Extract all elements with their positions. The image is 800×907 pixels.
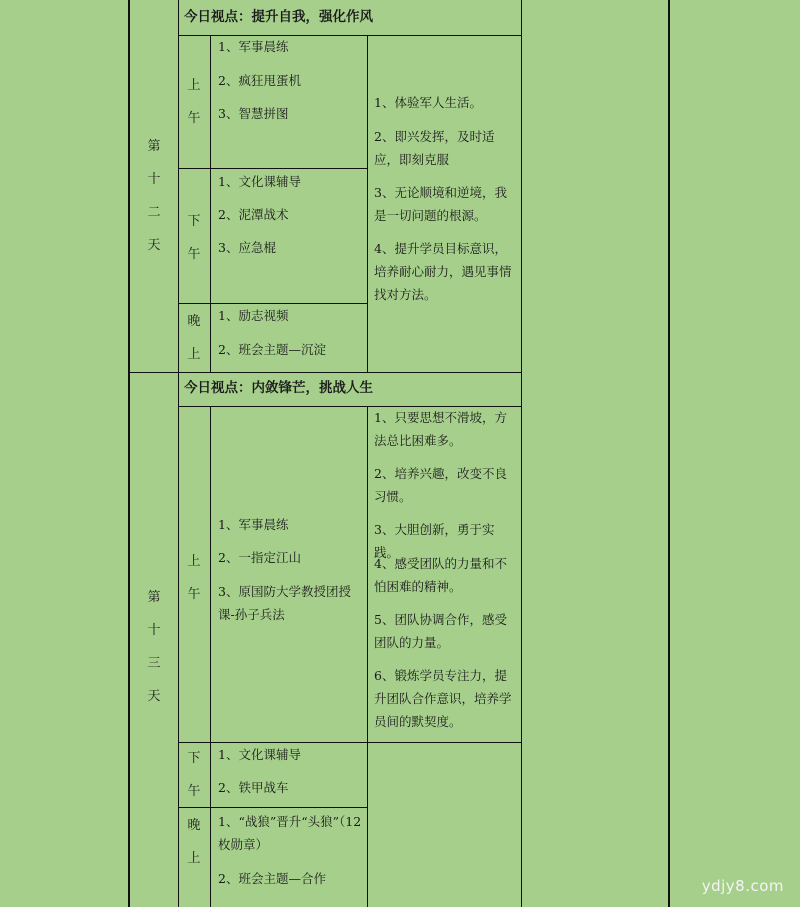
day13-afternoon-label: 下 午	[187, 751, 201, 799]
day13-label: 第 十三 天	[147, 590, 161, 704]
day13-evening-item: 2、班会主题—合作	[218, 871, 326, 886]
day12-morning-item: 3、智慧拼图	[218, 106, 289, 121]
day13-morning-item: 1、军事晨练	[218, 517, 289, 532]
day13-goal: 3、大胆创新，勇于实践。	[374, 522, 495, 560]
period-column-divider-day12	[210, 35, 211, 372]
goals-column-divider-day13	[367, 406, 368, 907]
day13-viewpoint: 今日视点：内敛锋芒，挑战人生	[184, 380, 373, 396]
day13-morning-label: 上 午	[187, 554, 201, 602]
day12-morning-item: 2、疯狂甩蛋机	[218, 73, 301, 88]
day12-goal: 2、即兴发挥，及时适应，即刻克服	[374, 129, 495, 167]
day12-goal: 1、体验军人生活。	[374, 95, 482, 110]
day12-evening-item: 2、班会主题—沉淀	[218, 342, 326, 357]
day-separator-line	[130, 372, 522, 373]
day13-goal: 6、锻炼学员专注力，提升团队合作意识，培养学员间的默契度。	[374, 668, 512, 729]
day13-goal: 4、感受团队的力量和不怕困难的精神。	[374, 556, 507, 594]
day-column-divider	[178, 0, 179, 907]
day13-evening-label: 晚 上	[187, 818, 201, 866]
day13-evening-item: 1、“战狼”晋升“头狼”（12 枚勋章）	[218, 814, 362, 852]
day13-goal: 5、团队协调合作，感受团队的力量。	[374, 612, 507, 650]
day13-morning-item: 3、原国防大学教授团授课-孙子兵法	[218, 584, 351, 622]
day13-goal: 1、只要思想不滑坡，方法总比困难多。	[374, 410, 507, 448]
day12-afternoon-item: 2、泥潭战术	[218, 207, 289, 222]
table-right-divider	[521, 0, 522, 907]
period-column-divider-day13	[210, 406, 211, 907]
day12-evening-item: 1、励志视频	[218, 308, 289, 323]
day12-afternoon-label: 下 午	[187, 214, 201, 262]
day12-morning-label: 上 午	[187, 78, 201, 126]
day12-viewpoint: 今日视点：提升自我，强化作风	[184, 9, 373, 25]
day12-afternoon-item: 1、文化课辅导	[218, 174, 301, 189]
row-line	[178, 807, 368, 808]
day13-morning-item: 2、一指定江山	[218, 550, 301, 565]
day12-goal: 4、提升学员目标意识，培养耐心耐力，遇见事情找对方法。	[374, 241, 512, 302]
day12-morning-item: 1、军事晨练	[218, 39, 289, 54]
day13-goal: 2、培养兴趣，改变不良习惯。	[374, 466, 507, 504]
row-line	[178, 168, 368, 169]
goals-column-divider-day12	[367, 35, 368, 372]
day12-evening-label: 晚 上	[187, 314, 201, 362]
day12-afternoon-item: 3、应急棍	[218, 240, 276, 255]
day12-label: 第 十二 天	[147, 139, 161, 253]
day13-afternoon-item: 1、文化课辅导	[218, 747, 301, 762]
day12-goal: 3、无论顺境和逆境，我是一切问题的根源。	[374, 185, 507, 223]
watermark: ydjy8.com	[701, 877, 784, 895]
day13-afternoon-item: 2、铁甲战车	[218, 780, 289, 795]
